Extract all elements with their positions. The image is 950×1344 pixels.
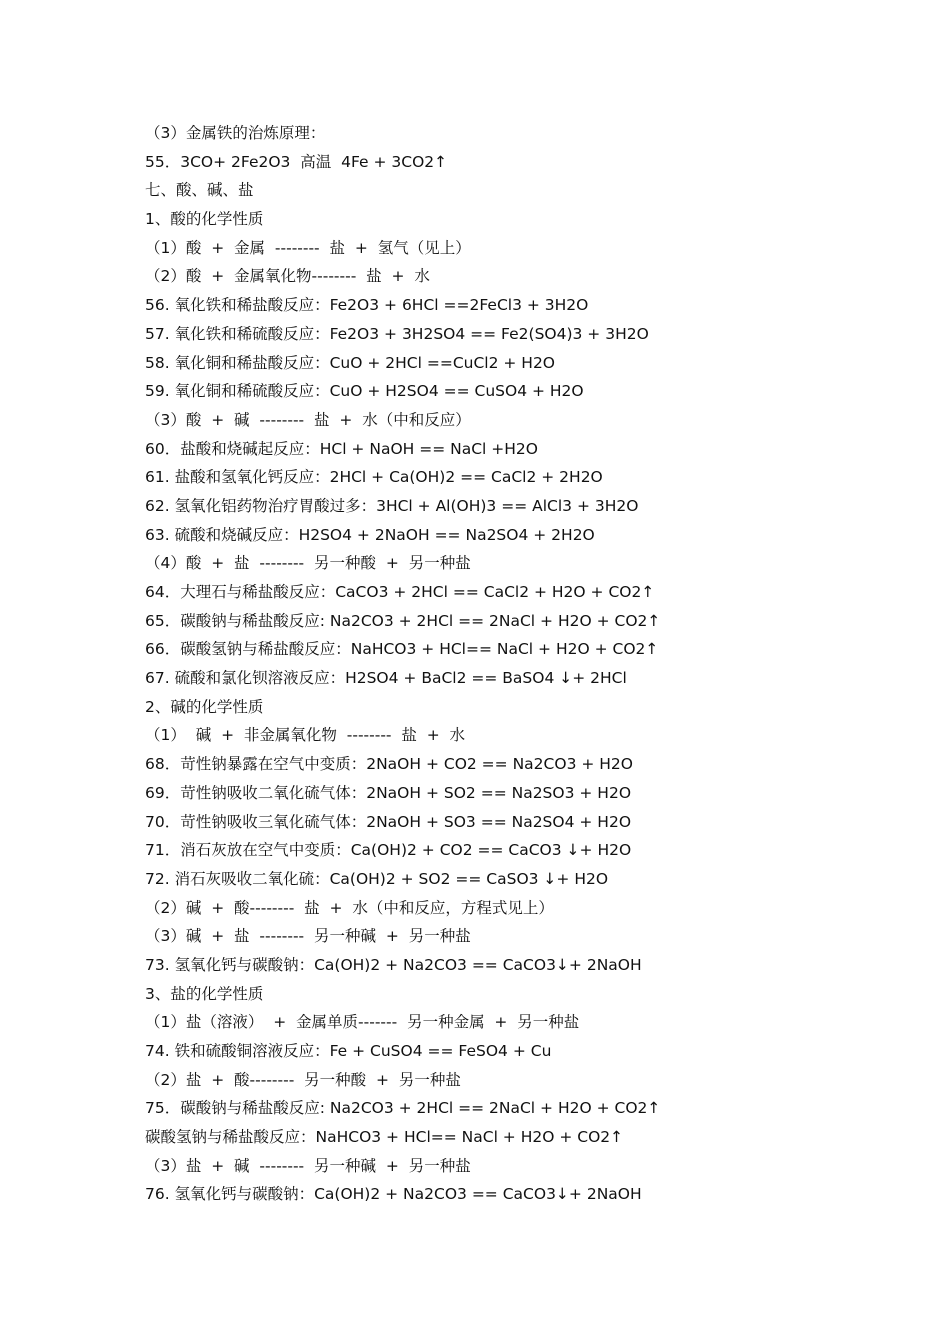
rule-salt-acid: （2）盐 + 酸-------- 另一种酸 + 另一种盐 bbox=[145, 1070, 461, 1089]
equation-69: 69．苛性钠吸收二氧化硫气体：2NaOH + SO2 == Na2SO3 + H2O bbox=[145, 783, 632, 802]
section-heading-acid-base-salt: 七、酸、碱、盐 bbox=[145, 181, 254, 200]
equation-73: 73. 氢氧化钙与碳酸钠：Ca(OH)2 + Na2CO3 == CaCO3↓+ 2NaOH bbox=[145, 955, 642, 974]
equation-72: 72. 消石灰吸收二氧化硫：Ca(OH)2 + SO2 == CaSO3 ↓+ H2O bbox=[145, 869, 609, 888]
equation-60: 60．盐酸和烧碱起反应：HCl + NaOH == NaCl +H2O bbox=[145, 439, 538, 458]
rule-base-nonmetal-oxide: （1） 碱 + 非金属氧化物 -------- 盐 + 水 bbox=[145, 726, 466, 745]
equation-67: 67. 硫酸和氯化钡溶液反应：H2SO4 + BaCl2 == BaSO4 ↓+ 2HCl bbox=[145, 669, 627, 688]
equation-66: 66．碳酸氢钠与稀盐酸反应：NaHCO3 + HCl== NaCl + H2O + CO2↑ bbox=[145, 640, 659, 659]
equation-61: 61. 盐酸和氢氧化钙反应：2HCl + Ca(OH)2 == CaCl2 + 2H2O bbox=[145, 468, 603, 487]
equation-56: 56. 氧化铁和稀盐酸反应：Fe2O3 + 6HCl ==2FeCl3 + 3H2O bbox=[145, 296, 589, 315]
subheading-iron-smelting: （3）金属铁的治炼原理： bbox=[145, 124, 326, 142]
equation-57: 57. 氧化铁和稀硫酸反应：Fe2O3 + 3H2SO4 == Fe2(SO4)3 + 3H2O bbox=[145, 324, 649, 343]
document-body bbox=[145, 119, 925, 1209]
heading-base-properties: 2、碱的化学性质 bbox=[145, 697, 264, 716]
rule-salt-metal: （1）盐（溶液） + 金属单质------- 另一种金属 + 另一种盐 bbox=[145, 1013, 580, 1032]
equation-55: 55．3CO+ 2Fe2O3 高温 4Fe + 3CO2↑ bbox=[145, 152, 448, 171]
rule-acid-metal: （1）酸 + 金属 -------- 盐 + 氢气（见上） bbox=[145, 238, 471, 257]
equation-64: 64．大理石与稀盐酸反应：CaCO3 + 2HCl == CaCl2 + H2O + CO2↑ bbox=[145, 583, 655, 601]
equation-63: 63. 硫酸和烧碱反应：H2SO4 + 2NaOH == Na2SO4 + 2H2O bbox=[145, 525, 595, 544]
equation-75b: 碳酸氢钠与稀盐酸反应：NaHCO3 + HCl== NaCl + H2O + CO2↑ bbox=[145, 1128, 624, 1147]
rule-base-salt: （3）碱 + 盐 -------- 另一种碱 + 另一种盐 bbox=[145, 927, 471, 946]
rule-salt-base: （3）盐 + 碱 -------- 另一种碱 + 另一种盐 bbox=[145, 1156, 471, 1175]
equation-68: 68．苛性钠暴露在空气中变质：2NaOH + CO2 == Na2CO3 + H2O bbox=[145, 755, 633, 774]
equation-62: 62. 氢氧化铝药物治疗胃酸过多：3HCl + Al(OH)3 == AlCl3 + 3H2O bbox=[145, 496, 639, 515]
rule-acid-metal-oxide: （2）酸 + 金属氧化物-------- 盐 + 水 bbox=[145, 267, 430, 286]
equation-70: 70．苛性钠吸收三氧化硫气体：2NaOH + SO3 == Na2SO4 + H2O bbox=[145, 812, 632, 831]
rule-acid-base: （3）酸 + 碱 -------- 盐 + 水（中和反应） bbox=[145, 410, 471, 429]
equation-76: 76. 氢氧化钙与碳酸钠：Ca(OH)2 + Na2CO3 == CaCO3↓+ 2NaOH bbox=[145, 1185, 642, 1204]
equation-59: 59. 氧化铜和稀硫酸反应：CuO + H2SO4 == CuSO4 + H2O bbox=[145, 382, 584, 401]
equation-74: 74. 铁和硫酸铜溶液反应：Fe + CuSO4 == FeSO4 + Cu bbox=[145, 1042, 552, 1060]
equation-71: 71．消石灰放在空气中变质：Ca(OH)2 + CO2 == CaCO3 ↓+ H2O bbox=[145, 841, 632, 860]
rule-base-acid: （2）碱 + 酸-------- 盐 + 水（中和反应，方程式见上） bbox=[145, 898, 554, 917]
equation-65: 65．碳酸钠与稀盐酸反应: Na2CO3 + 2HCl == 2NaCl + H2O + CO2↑ bbox=[145, 611, 661, 630]
equation-58: 58. 氧化铜和稀盐酸反应：CuO + 2HCl ==CuCl2 + H2O bbox=[145, 353, 556, 372]
heading-salt-properties: 3、盐的化学性质 bbox=[145, 984, 264, 1003]
rule-acid-salt: （4）酸 + 盐 -------- 另一种酸 + 另一种盐 bbox=[145, 554, 471, 573]
heading-acid-properties: 1、酸的化学性质 bbox=[145, 210, 264, 229]
equation-75: 75．碳酸钠与稀盐酸反应: Na2CO3 + 2HCl == 2NaCl + H2O + CO2↑ bbox=[145, 1099, 661, 1118]
